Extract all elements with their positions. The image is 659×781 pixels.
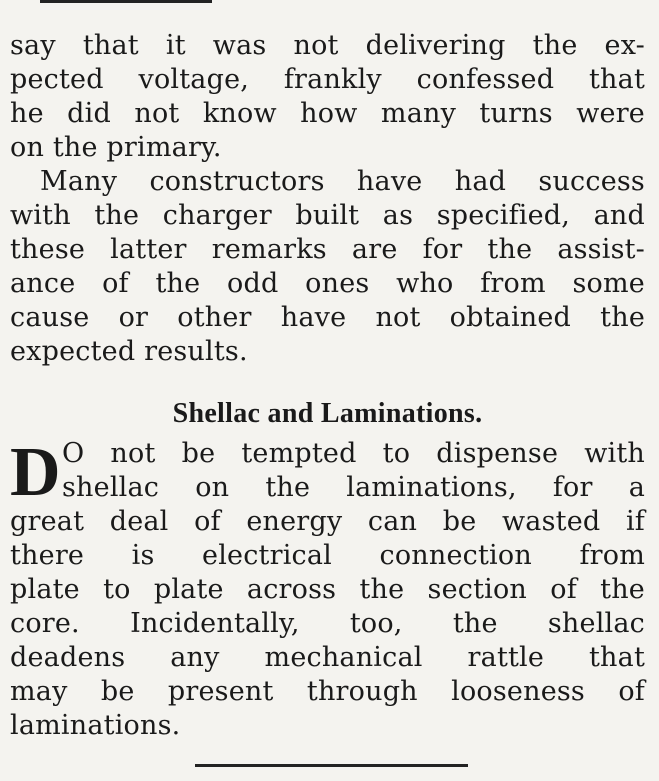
text-line: plate to plate across the section of the bbox=[10, 574, 645, 605]
text-line: he did not know how many turns were bbox=[10, 98, 645, 129]
paragraph-constructors bbox=[10, 165, 645, 369]
paragraph-shellac bbox=[10, 434, 645, 743]
text-line: on the primary. bbox=[10, 132, 222, 163]
text-line: cause or other have not obtained the bbox=[10, 302, 645, 333]
bottom-divider-rule bbox=[195, 764, 468, 767]
text-line: these latter remarks are for the assist- bbox=[10, 234, 645, 265]
text-line: ance of the odd ones who from some bbox=[10, 268, 645, 299]
text-line: expected results. bbox=[10, 336, 248, 367]
text-line: shellac on the laminations, for a bbox=[62, 472, 645, 503]
text-line: great deal of energy can be wasted if bbox=[10, 506, 645, 537]
drop-cap-letter: D bbox=[10, 434, 61, 511]
text-line: say that it was not delivering the ex- bbox=[10, 30, 645, 61]
text-line: Many constructors have had success bbox=[40, 166, 645, 197]
text-line: may be present through looseness of bbox=[10, 676, 645, 707]
text-line: deadens any mechanical rattle that bbox=[10, 642, 645, 673]
text-line: there is electrical connection from bbox=[10, 540, 645, 571]
text-line: O not be tempted to dispense with bbox=[62, 438, 645, 469]
top-divider-rule bbox=[40, 0, 212, 3]
text-line: with the charger built as specified, and bbox=[10, 200, 645, 231]
text-line: pected voltage, frankly confessed that bbox=[10, 64, 645, 95]
text-line: core. Incidentally, too, the shellac bbox=[10, 608, 645, 639]
text-line: laminations. bbox=[10, 710, 181, 741]
paragraph-continued bbox=[10, 29, 645, 165]
article-column bbox=[10, 29, 645, 743]
section-heading: Shellac and Laminations. bbox=[172, 398, 483, 429]
